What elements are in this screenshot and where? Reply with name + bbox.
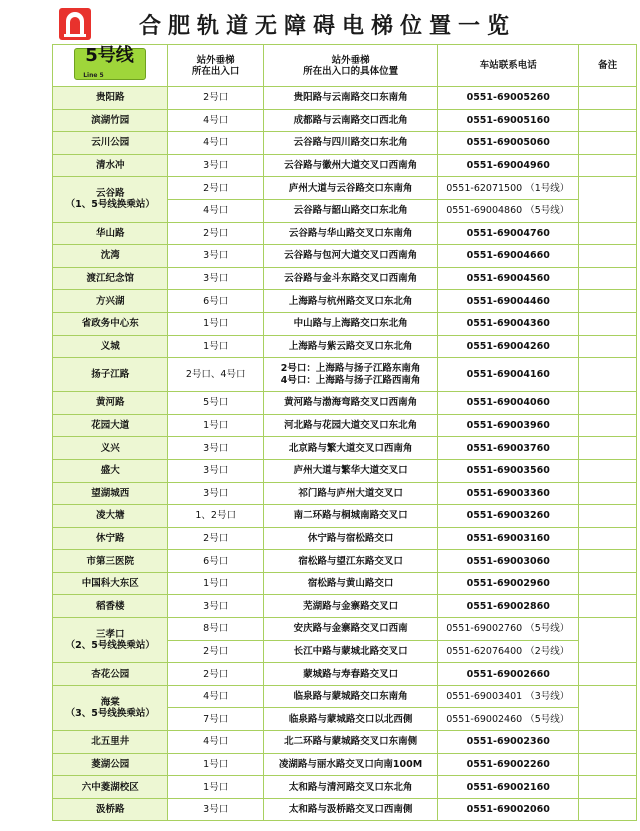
phone-cell: 0551-69003360 (438, 482, 579, 505)
note-cell (579, 595, 637, 618)
entrance-cell: 6号口 (168, 550, 263, 573)
entrance-cell: 2号口 (168, 640, 263, 663)
note-cell (579, 109, 637, 132)
note-cell (579, 414, 637, 437)
station-name-cell (53, 663, 168, 686)
entrance-cell: 3号口 (168, 154, 263, 177)
location-cell: 中山路与上海路交口东北角 (263, 312, 437, 335)
location-cell: 成都路与云南路交口西北角 (263, 109, 437, 132)
header-entrance-line1: 站外垂梯 (196, 54, 235, 66)
note-cell (579, 222, 637, 245)
note-cell (579, 618, 637, 663)
entrance-cell: 3号口 (168, 459, 263, 482)
note-cell (579, 731, 637, 754)
station-name: 休宁路 (95, 532, 125, 544)
table-row (53, 132, 637, 155)
location-cell: 北二环路与蒙城路交叉口东南侧 (263, 731, 437, 754)
note-cell (579, 392, 637, 415)
entrance-cell: 1、2号口 (168, 505, 263, 528)
note-cell (579, 154, 637, 177)
entrance-cell: 4号口 (168, 109, 263, 132)
entrance-cell: 2号口 (168, 177, 263, 200)
station-name: 北五里井 (91, 736, 130, 748)
location-cell: 太和路与汲桥路交叉口西南侧 (263, 798, 437, 821)
location-cell: 河北路与花园大道交叉口东北角 (263, 414, 437, 437)
station-name: 云谷路 (95, 188, 125, 200)
note-cell (579, 505, 637, 528)
phone-cell: 0551-69002860 (438, 595, 579, 618)
phone-cell: 0551-69003560 (438, 459, 579, 482)
location-cell: 庐州大道与繁华大道交叉口 (263, 459, 437, 482)
station-name-cell (53, 312, 168, 335)
line-badge-sub: Line 5 (83, 72, 104, 79)
phone-cell: 0551-69005160 (438, 109, 579, 132)
phone-cell: 0551-69004460 (438, 290, 579, 313)
station-name: 云川公园 (91, 137, 130, 149)
table-row (53, 753, 637, 776)
phone-cell: 0551-62071500 （1号线） (438, 177, 579, 200)
station-name-cell (53, 154, 168, 177)
station-name: 义城 (100, 340, 120, 352)
entrance-cell: 2号口 (168, 222, 263, 245)
note-cell (579, 459, 637, 482)
station-name-cell (53, 798, 168, 821)
location-cell: 云谷路与四川路交口东北角 (263, 132, 437, 155)
entrance-cell: 4号口 (168, 199, 263, 222)
station-name: 沈湾 (100, 250, 120, 262)
note-cell (579, 753, 637, 776)
station-name-cell (53, 505, 168, 528)
page-title: 合肥轨道无障碍电梯位置一览 (139, 14, 517, 39)
entrance-cell: 3号口 (168, 595, 263, 618)
station-name: 汲桥路 (95, 804, 125, 816)
phone-cell: 0551-69002460 （5号线） (438, 708, 579, 731)
phone-cell: 0551-62076400 （2号线） (438, 640, 579, 663)
location-cell: 宿松路与望江东路交叉口 (263, 550, 437, 573)
station-name-cell (53, 482, 168, 505)
header-location-line2: 所在出入口的具体位置 (303, 65, 399, 77)
entrance-cell: 8号口 (168, 618, 263, 641)
location-cell: 上海路与杭州路交叉口东北角 (263, 290, 437, 313)
phone-cell: 0551-69002260 (438, 753, 579, 776)
table-row (53, 222, 637, 245)
station-name-cell (53, 527, 168, 550)
phone-cell: 0551-69003260 (438, 505, 579, 528)
location-cell: 云谷路与徽州大道交叉口西南角 (263, 154, 437, 177)
station-name: 清水冲 (95, 160, 125, 172)
station-name: 海棠 (100, 696, 120, 708)
entrance-cell: 2号口、4号口 (168, 358, 263, 392)
station-name: 稻香楼 (95, 600, 125, 612)
location-cell: 庐州大道与云谷路交口东南角 (263, 177, 437, 200)
location-cell: 贵阳路与云南路交口东南角 (263, 87, 437, 110)
station-name-cell (53, 437, 168, 460)
note-cell (579, 87, 637, 110)
location-cell: 云谷路与金斗东路交叉口西南角 (263, 267, 437, 290)
location-cell: 凌湖路与丽水路交叉口向南100M (263, 753, 437, 776)
entrance-cell: 3号口 (168, 798, 263, 821)
location-cell: 云谷路与华山路交叉口东南角 (263, 222, 437, 245)
note-cell (579, 776, 637, 799)
header-entrance (168, 45, 263, 87)
entrance-cell: 3号口 (168, 245, 263, 268)
table-row (53, 731, 637, 754)
note-cell (579, 358, 637, 392)
entrance-cell: 3号口 (168, 482, 263, 505)
location-cell: 安庆路与金寨路交叉口西南 (263, 618, 437, 641)
note-cell (579, 685, 637, 730)
table-row (53, 482, 637, 505)
station-name: 望湖城西 (91, 487, 130, 499)
station-name-cell (53, 776, 168, 799)
entrance-cell: 2号口 (168, 527, 263, 550)
station-name-cell (53, 109, 168, 132)
location-line: 2号口：上海路与扬子江路东南角 (280, 362, 421, 374)
table-row (53, 550, 637, 573)
station-name: 三孝口 (95, 629, 125, 641)
location-cell: 北京路与繁大道交叉口西南角 (263, 437, 437, 460)
station-name: 市第三医院 (86, 555, 134, 567)
note-cell (579, 267, 637, 290)
phone-cell: 0551-69002660 (438, 663, 579, 686)
phone-cell: 0551-69004060 (438, 392, 579, 415)
phone-cell: 0551-69005060 (438, 132, 579, 155)
station-name-cell (53, 87, 168, 110)
note-cell (579, 798, 637, 821)
station-name: 扬子江路 (91, 369, 130, 381)
table-row (53, 312, 637, 335)
station-name: 六中菱湖校区 (81, 781, 139, 793)
entrance-cell: 4号口 (168, 132, 263, 155)
table-row (53, 685, 637, 708)
table-row (53, 414, 637, 437)
location-cell: 南二环路与桐城南路交叉口 (263, 505, 437, 528)
note-cell (579, 482, 637, 505)
station-transfer-note: （1、5号线换乘站） (65, 199, 155, 211)
note-cell (579, 437, 637, 460)
location-cell: 太和路与清河路交叉口东北角 (263, 776, 437, 799)
station-name-cell (53, 572, 168, 595)
entrance-cell: 2号口 (168, 87, 263, 110)
location-cell: 临泉路与蒙城路交口东南角 (263, 685, 437, 708)
header-entrance-line2: 所在出入口 (191, 65, 240, 77)
location-cell: 临泉路与蒙城路交口以北西侧 (263, 708, 437, 731)
phone-cell: 0551-69004960 (438, 154, 579, 177)
header-location (263, 45, 437, 87)
station-name-cell (53, 132, 168, 155)
table-row (53, 245, 637, 268)
station-name-cell (53, 267, 168, 290)
phone-cell: 0551-69002160 (438, 776, 579, 799)
station-name-cell (53, 245, 168, 268)
page-header (0, 0, 640, 44)
phone-cell: 0551-69002360 (438, 731, 579, 754)
note-cell (579, 527, 637, 550)
header-location-line1: 站外垂梯 (331, 54, 370, 66)
phone-cell: 0551-69004760 (438, 222, 579, 245)
line-badge-number: 5号线 (85, 45, 134, 66)
table-row (53, 798, 637, 821)
phone-cell: 0551-69002760 （5号线） (438, 618, 579, 641)
note-cell (579, 177, 637, 222)
header-row (53, 45, 637, 87)
entrance-cell: 7号口 (168, 708, 263, 731)
table-row (53, 776, 637, 799)
hefei-metro-logo-icon (58, 7, 92, 41)
entrance-cell: 1号口 (168, 753, 263, 776)
station-name-cell (53, 290, 168, 313)
station-name-cell (53, 550, 168, 573)
note-cell (579, 245, 637, 268)
table-row (53, 290, 637, 313)
table-row (53, 572, 637, 595)
note-cell (579, 572, 637, 595)
phone-cell: 0551-69003760 (438, 437, 579, 460)
location-cell: 黄河路与渤海弯路交叉口西南角 (263, 392, 437, 415)
phone-cell: 0551-69002960 (438, 572, 579, 595)
station-transfer-note: （2、5号线换乘站） (65, 640, 155, 652)
table-row (53, 663, 637, 686)
station-name-cell (53, 618, 168, 663)
location-cell: 休宁路与宿松路交口 (263, 527, 437, 550)
entrance-cell: 5号口 (168, 392, 263, 415)
table-row (53, 595, 637, 618)
note-cell (579, 290, 637, 313)
station-name: 滨湖竹园 (91, 114, 130, 126)
location-cell: 祁门路与庐州大道交叉口 (263, 482, 437, 505)
note-cell (579, 335, 637, 358)
station-name-cell (53, 753, 168, 776)
phone-cell: 0551-69002060 (438, 798, 579, 821)
entrance-cell: 3号口 (168, 267, 263, 290)
header-phone: 车站联系电话 (438, 45, 579, 87)
location-cell: 宿松路与黄山路交口 (263, 572, 437, 595)
station-name: 花园大道 (91, 420, 130, 432)
station-name-cell (53, 335, 168, 358)
table-row (53, 154, 637, 177)
station-name: 义兴 (100, 442, 120, 454)
station-name-cell (53, 731, 168, 754)
table-row (53, 267, 637, 290)
entrance-cell: 1号口 (168, 312, 263, 335)
location-cell: 云谷路与包河大道交叉口西南角 (263, 245, 437, 268)
entrance-cell: 4号口 (168, 731, 263, 754)
station-name: 中国科大东区 (81, 578, 139, 590)
entrance-cell: 2号口 (168, 663, 263, 686)
location-cell: 蒙城路与寿春路交叉口 (263, 663, 437, 686)
station-name: 华山路 (95, 227, 125, 239)
note-cell (579, 550, 637, 573)
station-name: 凌大塘 (95, 510, 125, 522)
table-row (53, 459, 637, 482)
note-cell (579, 132, 637, 155)
station-name-cell (53, 222, 168, 245)
station-name: 黄河路 (95, 397, 125, 409)
header-note: 备注 (579, 45, 637, 87)
phone-cell: 0551-69004660 (438, 245, 579, 268)
entrance-cell: 1号口 (168, 572, 263, 595)
location-cell: 云谷路与韶山路交口东北角 (263, 199, 437, 222)
line-badge (74, 45, 146, 80)
station-name: 省政务中心东 (81, 318, 139, 330)
note-cell (579, 312, 637, 335)
station-transfer-note: （3、5号线换乘站） (65, 707, 155, 719)
station-name: 杏花公园 (91, 668, 130, 680)
table-row (53, 335, 637, 358)
phone-cell: 0551-69003160 (438, 527, 579, 550)
station-name-cell (53, 459, 168, 482)
entrance-cell: 4号口 (168, 685, 263, 708)
station-name-cell (53, 685, 168, 730)
note-cell (579, 663, 637, 686)
entrance-cell: 1号口 (168, 335, 263, 358)
line-badge-cell (53, 45, 168, 87)
table-row (53, 87, 637, 110)
entrance-cell: 3号口 (168, 437, 263, 460)
station-name-cell (53, 177, 168, 222)
table-row (53, 109, 637, 132)
entrance-cell: 1号口 (168, 776, 263, 799)
station-name: 贵阳路 (95, 92, 125, 104)
table-row (53, 618, 637, 641)
phone-cell: 0551-69004160 (438, 358, 579, 392)
station-name: 菱湖公园 (91, 758, 130, 770)
phone-cell: 0551-69004260 (438, 335, 579, 358)
table-row (53, 358, 637, 392)
location-cell (263, 358, 437, 392)
station-name-cell (53, 414, 168, 437)
phone-cell: 0551-69004360 (438, 312, 579, 335)
table-row (53, 527, 637, 550)
phone-cell: 0551-69003060 (438, 550, 579, 573)
station-name-cell (53, 392, 168, 415)
station-name: 方兴湖 (95, 295, 125, 307)
phone-cell: 0551-69003401 （3号线） (438, 685, 579, 708)
location-cell: 芜湖路与金寨路交叉口 (263, 595, 437, 618)
location-cell: 上海路与紫云路交叉口东北角 (263, 335, 437, 358)
phone-cell: 0551-69004860 （5号线） (438, 199, 579, 222)
station-name: 盛大 (100, 465, 120, 477)
station-name-cell (53, 595, 168, 618)
location-cell: 长江中路与蒙城北路交叉口 (263, 640, 437, 663)
table-row (53, 177, 637, 200)
entrance-cell: 1号口 (168, 414, 263, 437)
phone-cell: 0551-69004560 (438, 267, 579, 290)
entrance-cell: 6号口 (168, 290, 263, 313)
phone-cell: 0551-69003960 (438, 414, 579, 437)
location-line: 4号口：上海路与扬子江路西南角 (280, 374, 421, 386)
table-row (53, 505, 637, 528)
table-row (53, 392, 637, 415)
station-name: 渡江纪念馆 (86, 273, 134, 285)
station-name-cell (53, 358, 168, 392)
table-row (53, 437, 637, 460)
phone-cell: 0551-69005260 (438, 87, 579, 110)
elevator-table (52, 44, 637, 821)
